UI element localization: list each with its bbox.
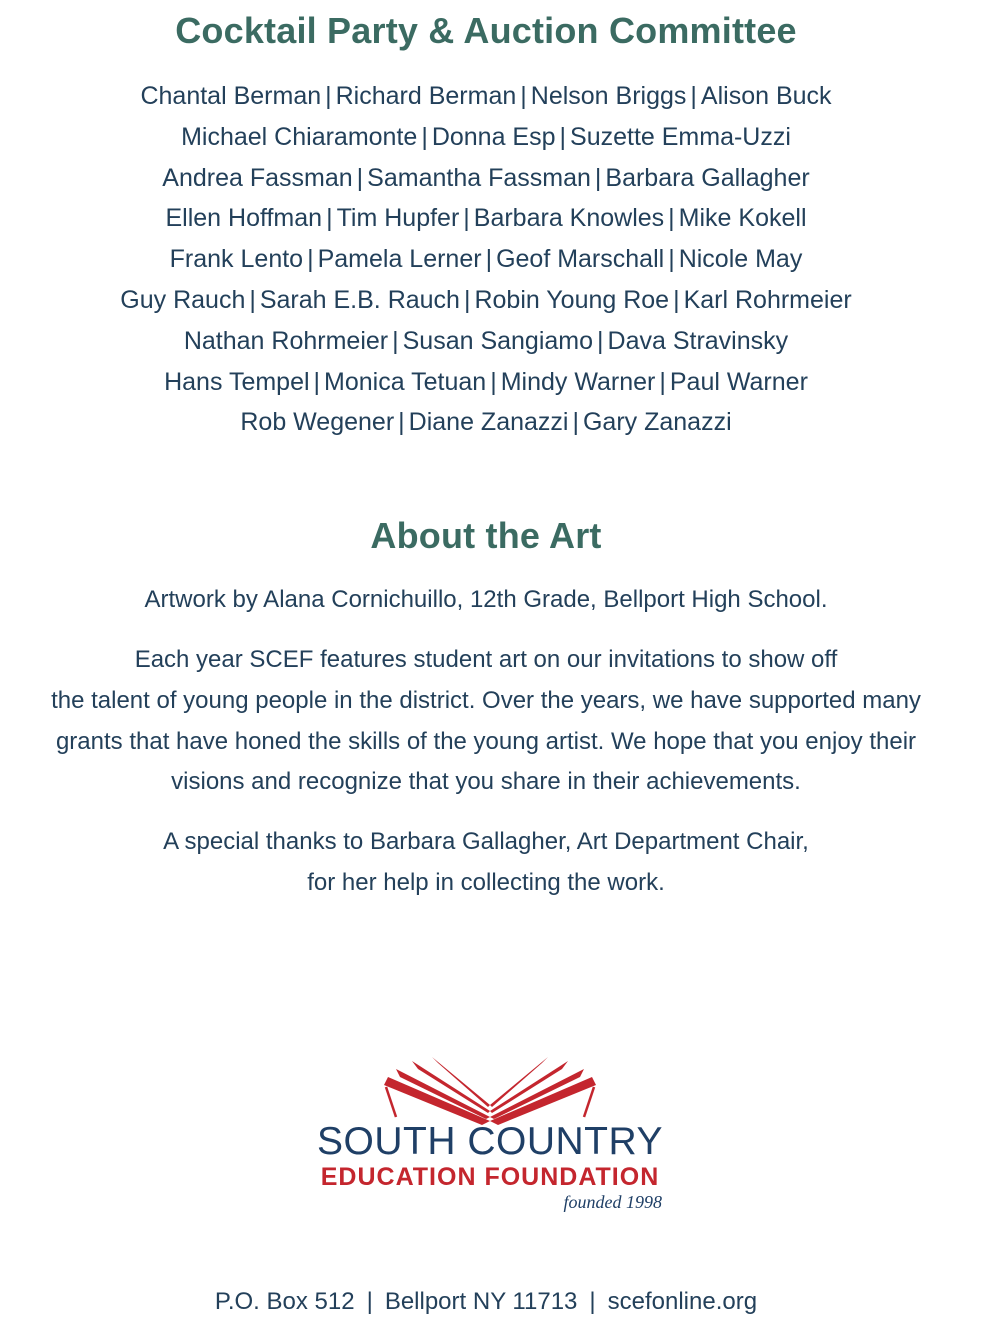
committee-member-name: Rob Wegener <box>240 408 395 437</box>
name-separator: | <box>463 285 471 314</box>
footer-separator: | <box>589 1288 596 1315</box>
committee-row <box>0 239 972 280</box>
committee-row <box>0 402 972 443</box>
committee-member-name: Barbara Gallagher <box>605 163 810 192</box>
committee-member-name: Suzette Emma-Uzzi <box>570 122 791 151</box>
committee-member-name: Michael Chiaramonte <box>181 122 418 151</box>
committee-member-name: Dava Stravinsky <box>607 326 789 355</box>
committee-member-name: Gary Zanazzi <box>582 408 732 437</box>
name-separator: | <box>392 326 399 355</box>
committee-member-name: Frank Lento <box>169 245 304 274</box>
scef-logo <box>300 1055 680 1220</box>
committee-member-name: Mindy Warner <box>500 367 656 396</box>
name-separator: | <box>668 245 675 274</box>
committee-member-name: Samantha Fassman <box>367 163 591 192</box>
name-separator: | <box>690 82 697 110</box>
footer-separator: | <box>366 1288 373 1315</box>
committee-member-name: Andrea Fassman <box>162 163 353 192</box>
committee-member-name: Donna Esp <box>431 122 556 151</box>
footer-website-link[interactable]: scefonline.org <box>607 1288 758 1315</box>
name-separator: | <box>490 367 497 396</box>
logo-line-south-country: SOUTH COUNTRY <box>317 1120 663 1163</box>
committee-member-name: Robin Young Roe <box>474 285 670 314</box>
committee-member-name: Tim Hupfer <box>336 204 460 233</box>
committee-member-name: Nicole May <box>678 245 803 274</box>
name-separator: | <box>325 82 332 110</box>
committee-row <box>0 198 972 239</box>
name-separator: | <box>559 122 567 151</box>
committee-member-name: Nathan Rohrmeier <box>183 326 389 355</box>
committee-member-name: Diane Zanazzi <box>408 408 569 437</box>
name-separator: | <box>398 408 405 437</box>
art-description-line: grants that have honed the skills of the young artist. We hope that you enjoy their <box>55 727 917 755</box>
name-separator: | <box>249 285 256 314</box>
special-thanks-line: for her help in collecting the work. <box>307 868 665 896</box>
committee-member-name: Ellen Hoffman <box>165 204 323 233</box>
artwork-credit-text: Artwork by Alana Cornichuillo, 12th Grade, Bellport High School. <box>144 586 828 613</box>
committee-row <box>0 117 972 158</box>
art-description-line: Each year SCEF features student art on our invitations to show off <box>134 646 838 673</box>
committee-member-name: Geof Marschall <box>496 245 665 274</box>
about-art-heading: About the Art <box>370 515 602 556</box>
name-separator: | <box>313 367 321 396</box>
committee-member-name: Alison Buck <box>700 82 832 110</box>
committee-row <box>0 76 972 117</box>
name-separator: | <box>594 163 602 192</box>
committee-row <box>0 158 972 199</box>
logo-line-founded: founded 1998 <box>563 1192 662 1212</box>
name-separator: | <box>572 408 579 437</box>
committee-row <box>0 362 972 403</box>
committee-member-name: Mike Kokell <box>678 204 807 233</box>
committee-member-name: Barbara Knowles <box>473 204 665 233</box>
committee-member-name: Nelson Briggs <box>530 82 687 110</box>
committee-member-name: Sarah E.B. Rauch <box>259 285 460 314</box>
name-separator: | <box>668 204 675 233</box>
art-description <box>0 640 972 803</box>
footer-city: Bellport NY 11713 <box>384 1288 578 1315</box>
art-description-line: the talent of young people in the district. Over the years, we have supported many <box>51 686 921 714</box>
name-separator: | <box>421 122 428 151</box>
committee-row <box>0 280 972 321</box>
committee-member-name: Monica Tetuan <box>324 367 487 396</box>
contact-footer <box>0 1288 972 1316</box>
name-separator: | <box>463 204 470 233</box>
art-description-line: visions and recognize that you share in their achievements. <box>171 768 801 796</box>
committee-member-name: Richard Berman <box>335 82 517 110</box>
committee-member-name: Susan Sangiamo <box>402 326 594 355</box>
name-separator: | <box>485 245 493 274</box>
artwork-credit <box>0 580 972 621</box>
name-separator: | <box>520 82 527 110</box>
special-thanks-line: A special thanks to Barbara Gallagher, Art Department Chair, <box>163 828 809 855</box>
name-separator: | <box>326 204 333 233</box>
open-book-icon <box>300 1055 680 1125</box>
committee-member-name: Hans Tempel <box>164 367 310 396</box>
name-separator: | <box>307 245 314 274</box>
committee-member-name: Guy Rauch <box>120 285 246 314</box>
committee-member-name: Paul Warner <box>669 367 808 396</box>
name-separator: | <box>659 367 666 396</box>
name-separator: | <box>356 163 364 192</box>
footer-po-box: P.O. Box 512 <box>214 1288 355 1315</box>
committee-member-name: Chantal Berman <box>140 82 322 110</box>
committee-list <box>0 76 972 443</box>
committee-member-name: Pamela Lerner <box>317 245 482 274</box>
logo-line-education-foundation: EDUCATION FOUNDATION <box>320 1163 660 1191</box>
committee-member-name: Karl Rohrmeier <box>683 285 852 314</box>
name-separator: | <box>597 326 604 355</box>
special-thanks <box>0 822 972 904</box>
committee-row <box>0 321 972 362</box>
committee-heading: Cocktail Party & Auction Committee <box>175 10 797 51</box>
name-separator: | <box>673 285 680 314</box>
